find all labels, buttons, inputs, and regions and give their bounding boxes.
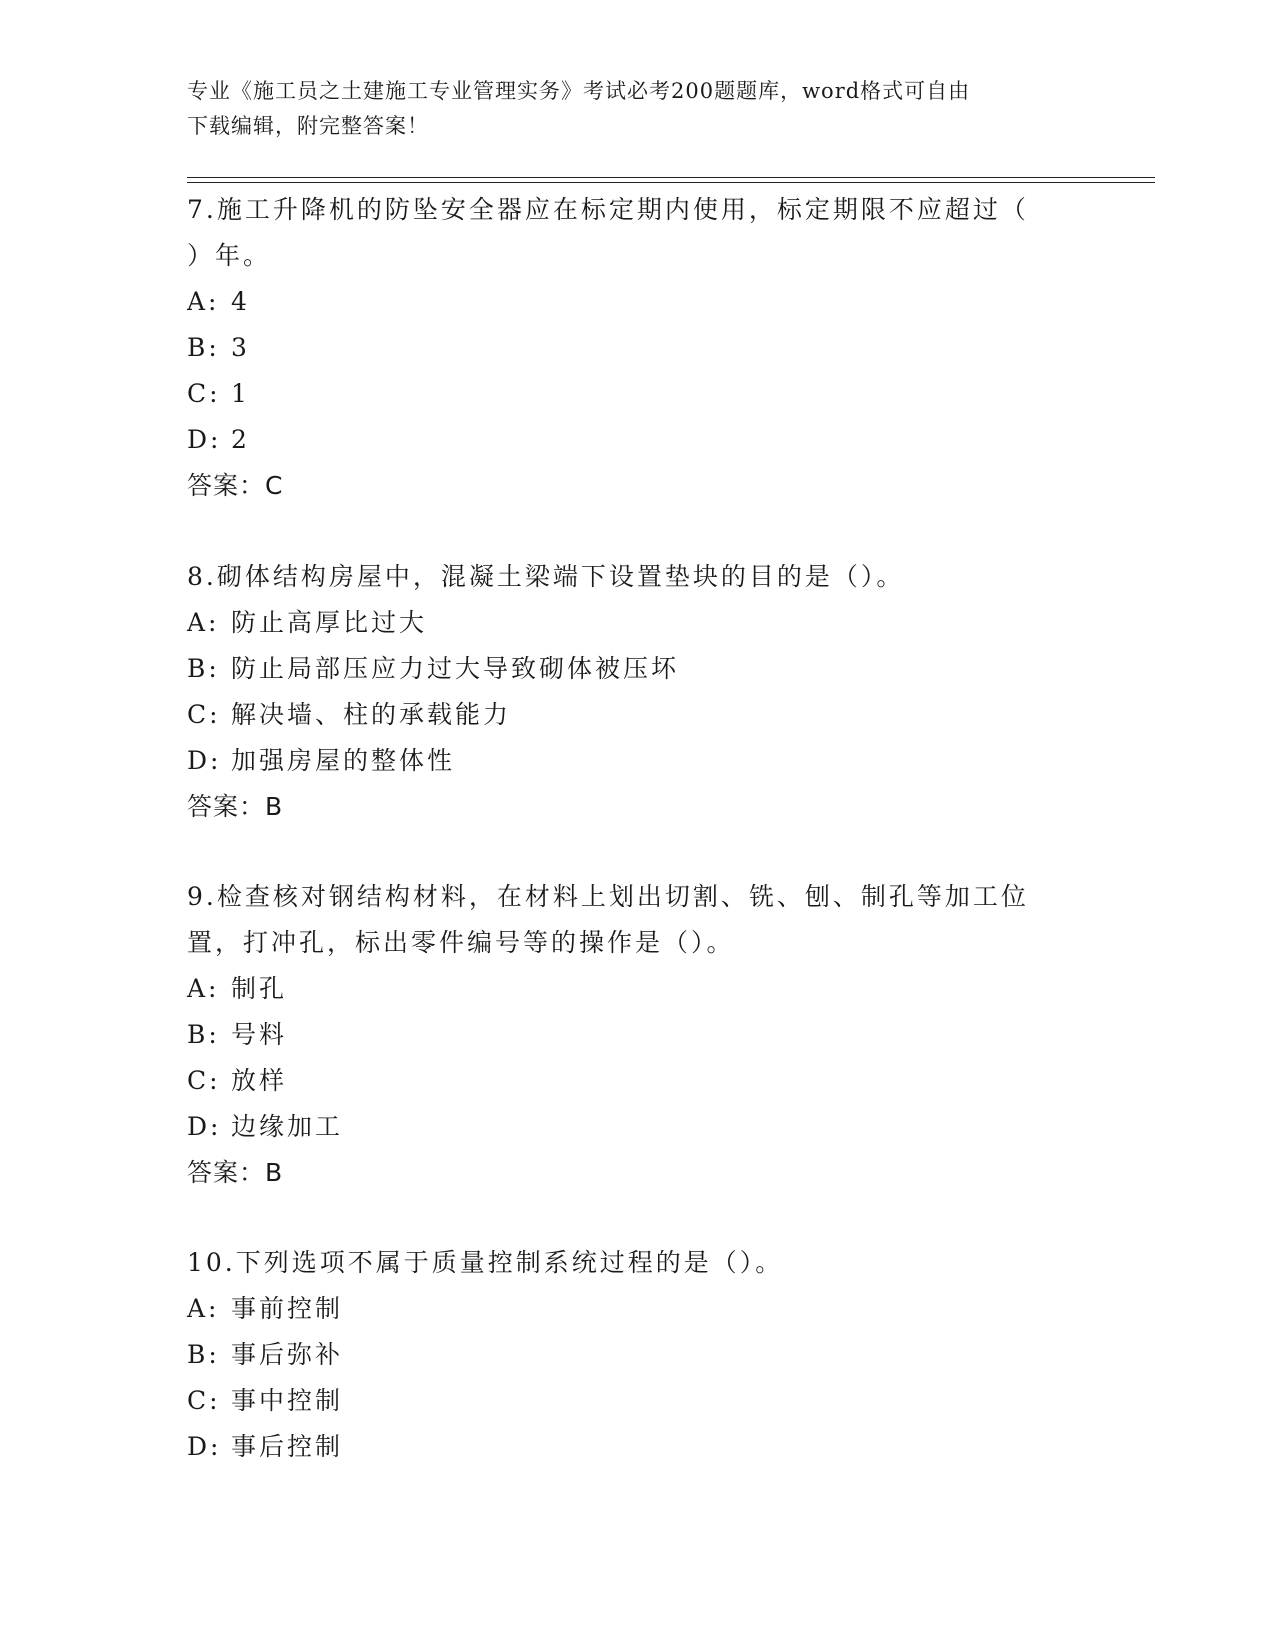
option-a — [187, 966, 1067, 1012]
answer-label: 答案：B — [187, 1158, 284, 1187]
option-b — [187, 646, 1067, 692]
option-b — [187, 1332, 1067, 1378]
option-text: 制孔 — [231, 974, 288, 1003]
option-d — [187, 738, 1067, 784]
option-letter: B: — [187, 654, 220, 683]
answer-label: 答案：B — [187, 792, 284, 821]
header-divider-top — [187, 177, 1155, 178]
option-b — [187, 1012, 1067, 1058]
question-7 — [187, 187, 1067, 509]
question-stem-line-1: 10.下列选项不属于质量控制系统过程的是（）。 — [187, 1248, 784, 1277]
header-line-1: 专业《施工员之土建施工专业管理实务》考试必考200题题库，word格式可自由 — [187, 79, 971, 103]
option-letter: A: — [187, 608, 220, 637]
option-letter: C: — [187, 700, 221, 729]
option-d — [187, 1104, 1067, 1150]
option-letter: C: — [187, 379, 221, 408]
option-text: 放样 — [231, 1066, 288, 1095]
option-text: 2 — [231, 425, 250, 454]
option-c — [187, 692, 1067, 738]
option-letter: B: — [187, 1020, 220, 1049]
option-d — [187, 417, 1067, 463]
option-text: 事后控制 — [231, 1432, 344, 1461]
option-text: 防止局部压应力过大导致砌体被压坏 — [231, 654, 680, 683]
option-text: 3 — [231, 333, 250, 362]
option-letter: A: — [187, 974, 220, 1003]
question-stem-line-1: 7.施工升降机的防坠安全器应在标定期内使用，标定期限不应超过（ — [187, 195, 1029, 224]
option-text: 1 — [231, 379, 250, 408]
option-letter: D: — [187, 1112, 222, 1141]
option-text: 边缘加工 — [231, 1112, 344, 1141]
option-letter: B: — [187, 1340, 220, 1369]
question-9 — [187, 874, 1067, 1196]
option-c — [187, 1058, 1067, 1104]
option-b — [187, 325, 1067, 371]
question-stem-line-1: 8.砌体结构房屋中，混凝土梁端下设置垫块的目的是（）。 — [187, 562, 905, 591]
option-text: 4 — [231, 287, 250, 316]
question-stem-line-1: 9.检查核对钢结构材料，在材料上划出切割、铣、刨、制孔等加工位 — [187, 882, 1029, 911]
option-d — [187, 1424, 1067, 1470]
question-stem-line-2: 置，打冲孔，标出零件编号等的操作是（）。 — [187, 928, 735, 957]
option-text: 事中控制 — [231, 1386, 344, 1415]
option-letter: A: — [187, 287, 220, 316]
option-letter: D: — [187, 746, 222, 775]
option-c — [187, 371, 1067, 417]
question-stem-line-2: ）年。 — [187, 241, 272, 270]
option-letter: B: — [187, 333, 220, 362]
option-text: 防止高厚比过大 — [231, 608, 428, 637]
option-a — [187, 1286, 1067, 1332]
option-text: 加强房屋的整体性 — [231, 746, 456, 775]
option-letter: C: — [187, 1386, 221, 1415]
option-c — [187, 1378, 1067, 1424]
option-letter: A: — [187, 1294, 220, 1323]
header-divider-bottom — [187, 182, 1155, 183]
option-a — [187, 600, 1067, 646]
document-header — [187, 74, 1067, 144]
option-letter: C: — [187, 1066, 221, 1095]
question-10 — [187, 1240, 1067, 1470]
option-text: 事前控制 — [231, 1294, 344, 1323]
header-line-2: 下载编辑，附完整答案！ — [187, 114, 429, 138]
option-text: 解决墙、柱的承载能力 — [231, 700, 512, 729]
answer-label: 答案：C — [187, 471, 284, 500]
question-8 — [187, 554, 1067, 830]
option-a — [187, 279, 1067, 325]
option-letter: D: — [187, 1432, 222, 1461]
option-text: 号料 — [231, 1020, 288, 1049]
option-text: 事后弥补 — [231, 1340, 344, 1369]
option-letter: D: — [187, 425, 222, 454]
